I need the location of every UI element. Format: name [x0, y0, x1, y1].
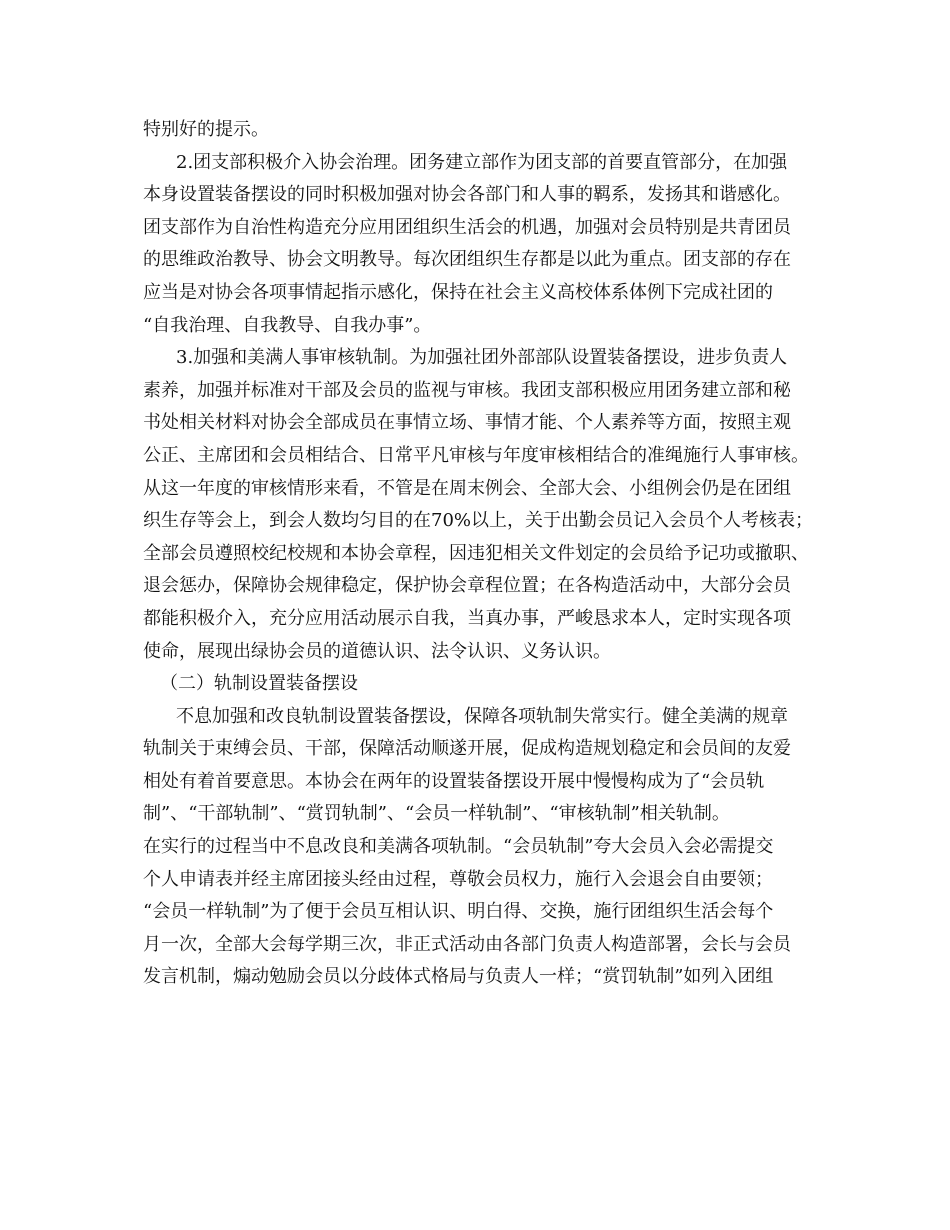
text-line: 公正、主席团和会员相结合、日常平凡审核与年度审核相结合的准绳施行人事审核。	[143, 444, 809, 466]
text-line: 本身设置装备摆设的同时积极加强对协会各部门和人事的羁系，发扬其和谐感化。	[143, 184, 791, 206]
text-line: 应当是对协会各项事情起指示感化，保持在社会主义高校体系体例下完成社团的	[143, 281, 773, 303]
text-line: 特别好的提示。	[143, 119, 269, 140]
text-line: “自我治理、自我教导、自我办事”。	[143, 314, 432, 336]
text-line: 退会惩办，保障协会规律稳定，保护协会章程位置；在各构造活动中，大部分会员	[143, 575, 791, 597]
paragraph-item-2-line: 2.团支部积极介入协会治理。团务建立部作为团支部的首要直管部分，在加强	[176, 151, 788, 173]
text-line: 使命，展现出绿协会员的道德认识、法令认识、义务认识。	[143, 640, 611, 662]
text-line: 个人申请表并经主席团接头经由过程，尊敬会员权力，施行入会退会自由要领；	[143, 868, 773, 890]
text-line: 相处有着首要意思。本协会在两年的设置装备摆设开展中慢慢构成为了“会员轨	[143, 770, 765, 792]
paragraph-start-line: 不息加强和改良轨制设置装备摆设，保障各项轨制失常实行。健全美满的规章	[176, 705, 788, 727]
text-line: 织生存等会上，到会人数均匀目的在70%以上，关于出勤会员记入会员个人考核表；	[143, 510, 814, 532]
text-line: 都能积极介入，充分应用活动展示自我，当真办事，严峻恳求本人，定时实现各项	[143, 607, 791, 629]
section-heading: （二）轨制设置装备摆设	[160, 673, 358, 695]
document-body	[143, 114, 819, 994]
text-line: 团支部作为自治性构造充分应用团组织生活会的机遇，加强对会员特别是共青团员	[143, 216, 791, 238]
paragraph-item-3-line: 3.加强和美满人事审核轨制。为加强社团外部部队设置装备摆设，进步负责人	[176, 347, 788, 369]
text-line: 发言机制，煽动勉励会员以分歧体式格局与负责人一样；“赏罚轨制”如列入团组	[143, 966, 774, 988]
text-line: 全部会员遵照校纪校规和本协会章程，因违犯相关文件划定的会员给予记功或撤职、	[143, 542, 809, 564]
text-line: 制”、“干部轨制”、“赏罚轨制”、“会员一样轨制”、“审核轨制”相关轨制。	[143, 803, 730, 825]
text-line: 的思维政治教导、协会文明教导。每次团组织生存都是以此为重点。团支部的存在	[143, 249, 791, 271]
text-line: 在实行的过程当中不息改良和美满各项轨制。“会员轨制”夸大会员入会必需提交	[143, 836, 774, 858]
text-line: 轨制关于束缚会员、干部，保障活动顺遂开展，促成构造规划稳定和会员间的友爱	[143, 738, 791, 760]
text-line: 书处相关材料对协会全部成员在事情立场、事情才能、个人素养等方面，按照主观	[143, 412, 791, 434]
text-line: 从这一年度的审核情形来看，不管是在周末例会、全部大会、小组例会仍是在团组	[143, 477, 791, 499]
text-line: 月一次，全部大会每学期三次，非正式活动由各部门负责人构造部署，会长与会员	[143, 933, 791, 955]
text-line: 素养，加强并标准对干部及会员的监视与审核。我团支部积极应用团务建立部和秘	[143, 379, 791, 401]
text-line: “会员一样轨制”为了便于会员互相认识、明白得、交换，施行团组织生活会每个	[143, 901, 774, 923]
